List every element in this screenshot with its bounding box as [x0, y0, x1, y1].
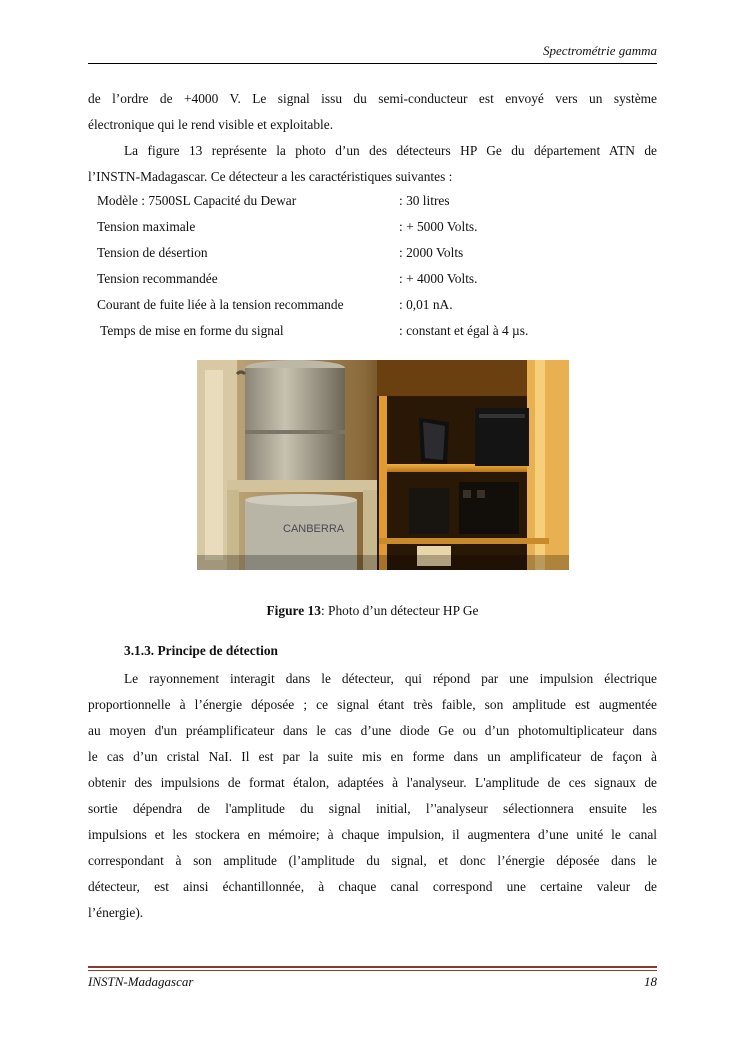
photo-label: CANBERRA: [283, 523, 345, 535]
spec-label: Tension de désertion: [97, 245, 208, 260]
running-header: Spectrométrie gamma: [543, 43, 657, 58]
paragraph-line: proportionnelle à l’énergie déposée ; ce signal étant très faible, son amplitude est augmentée: [88, 697, 657, 712]
paragraph-line: détecteur, est ainsi échantillonnée, à chaque canal correspond une certaine valeur de: [88, 879, 657, 894]
paragraph-line: de l’ordre de +4000 V. Le signal issu du semi-conducteur est envoyé vers un système: [88, 91, 657, 106]
figure-label: Figure 13: [266, 603, 321, 618]
page-number: 18: [644, 974, 657, 989]
spec-value: : constant et égal à 4 µs.: [399, 323, 529, 338]
spec-value: : 2000 Volts: [399, 245, 464, 260]
paragraph-line: correspondant à son amplitude (l’amplitude du signal, et donc l’énergie déposée dans le: [88, 853, 657, 868]
spec-value: : + 5000 Volts.: [399, 219, 478, 234]
paragraph-line: électronique qui le rend visible et exploitable.: [88, 117, 334, 132]
spec-label: Courant de fuite liée à la tension recommande: [97, 297, 344, 312]
figure-caption-text: : Photo d’un détecteur HP Ge: [320, 603, 479, 618]
detector-photo: [197, 360, 569, 570]
paragraph-line: La figure 13 représente la photo d’un des détecteurs HP Ge du département ATN de: [124, 143, 657, 158]
spec-label: Temps de mise en forme du signal: [97, 323, 284, 338]
spec-label: Tension maximale: [97, 219, 196, 234]
section-heading: 3.1.3. Principe de détection: [124, 643, 278, 658]
header-rule: [88, 63, 657, 64]
paragraph-line: le cas d’un cristal NaI. Il est par la suite mis en forme dans un amplificateur de façon à: [88, 749, 657, 764]
footer-rule: [88, 966, 657, 968]
paragraph-line: l’INSTN-Madagascar. Ce détecteur a les caractéristiques suivantes :: [88, 169, 453, 184]
paragraph-line: sortie dépendra de l'amplitude du signal initial, l’'analyseur sélectionnera ensuite les: [88, 801, 657, 816]
footer-institution: INSTN-Madagascar: [88, 974, 194, 989]
spec-value: : + 4000 Volts.: [399, 271, 478, 286]
paragraph-line: impulsions et les stockera en mémoire; à chaque impulsion, il augmentera d’une unité le canal: [88, 827, 657, 842]
spec-label: Modèle : 7500SL Capacité du Dewar: [97, 193, 297, 208]
figure-caption: [88, 603, 657, 619]
footer-rule: [88, 970, 657, 971]
spec-label: Tension recommandée: [97, 271, 218, 286]
paragraph-line: au moyen d'un préamplificateur dans le cas d’une diode Ge ou d’un photomultiplicateur dans: [88, 723, 657, 738]
paragraph-line: l’énergie).: [88, 905, 144, 920]
spec-value: : 30 litres: [399, 193, 450, 208]
paragraph-line: Le rayonnement interagit dans le détecteur, qui répond par une impulsion électrique: [124, 671, 657, 686]
paragraph-line: obtenir des impulsions de format étalon, adaptées à l'analyseur. L'amplitude de ces signaux de: [88, 775, 657, 790]
spec-value: : 0,01 nA.: [399, 297, 453, 312]
